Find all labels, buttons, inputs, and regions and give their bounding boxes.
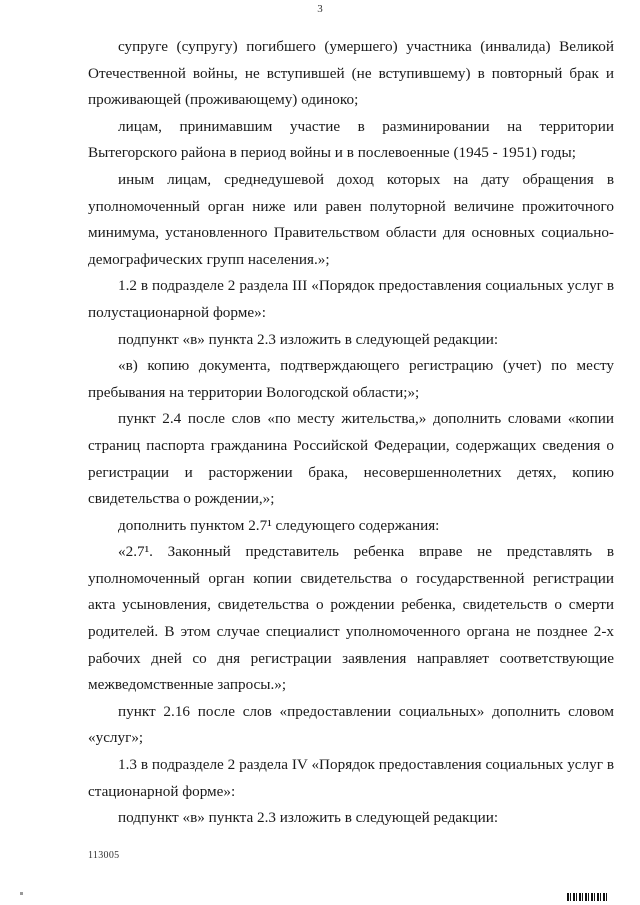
paragraph-1: супруге (супругу) погибшего (умершего) участника (инвалида) Великой Отечественной войны, не вступившей (не вступившему) в повторный брак и проживающей (проживающему) одиноко; <box>88 38 614 109</box>
paragraph-8: дополнить пунктом 2.7¹ следующего содержания: <box>118 516 440 534</box>
paragraph-12: подпункт «в» пункта 2.3 изложить в следующей редакции: <box>118 809 499 827</box>
paragraph-10: пункт 2.16 после слов «предоставлении социальных» дополнить словом «услуг»; <box>88 702 614 747</box>
scan-mark <box>20 892 23 895</box>
paragraph-5: подпункт «в» пункта 2.3 изложить в следующей редакции: <box>118 330 499 348</box>
paragraph-11: 1.3 в подразделе 2 раздела IV «Порядок предоставления социальных услуг в стационарной форме»: <box>88 756 614 800</box>
paragraph-2: лицам, принимавшим участие в разминировании на территории Вытегорского района в период войны и в послевоенные (1945 - 1951) годы; <box>88 117 614 162</box>
paragraph-4: 1.2 в подразделе 2 раздела III «Порядок предоставления социальных услуг в полустационарной форме»: <box>88 277 614 321</box>
paragraph-7: пункт 2.4 после слов «по месту жительства,» дополнить словами «копии страниц паспорта гражданина Российской Федерации, содержащих сведения о регистрации и расторжении брака, несовершеннолетних детях, копию свидетельства о рождении,»; <box>88 410 614 508</box>
paragraph-6: «в) копию документа, подтверждающего регистрацию (учет) по месту пребывания на территории Вологодской области;»; <box>88 357 614 401</box>
paragraph-3: иным лицам, среднедушевой доход которых на дату обращения в уполномоченный орган ниже или равен полуторной величине прожиточного минимума, установленного Правительством области для основных социально-демографических групп населения.»; <box>88 170 614 268</box>
document-body <box>88 34 614 832</box>
document-code: 113005 <box>88 850 120 861</box>
paragraph-9: «2.7¹. Законный представитель ребенка вправе не представлять в уполномоченный орган копии свидетельства о государственной регистрации акта усыновления, свидетельства о рождении ребенка, свидетельств о смерти родителей. В этом случае специалист уполномоченного органа не позднее 2-х рабочих дней со дня регистрации заявления направляет соответствующие межведомственные запросы.»; <box>88 543 614 694</box>
barcode-mark <box>567 893 609 901</box>
page-number: 3 <box>317 3 323 15</box>
